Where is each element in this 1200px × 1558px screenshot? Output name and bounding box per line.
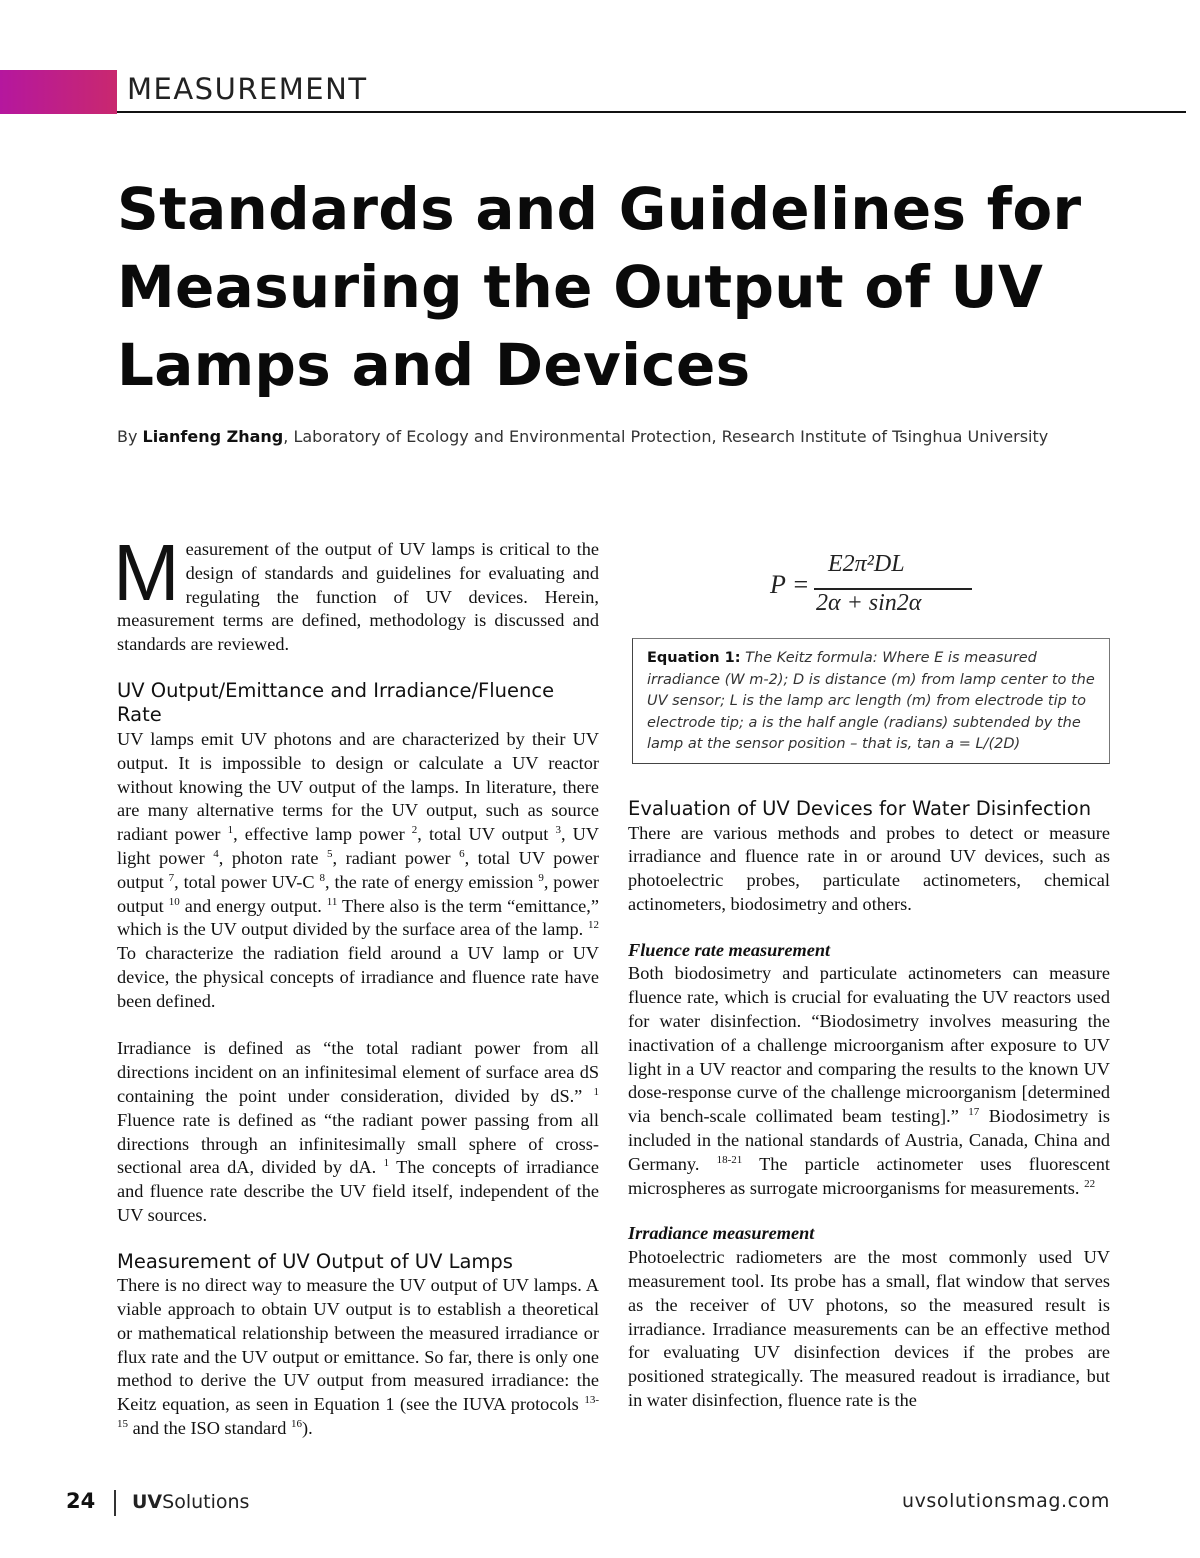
heading-devices: Evaluation of UV Devices for Water Disinfection [628, 797, 1092, 820]
left-column [113, 528, 599, 1441]
equation-lhs: P = [770, 570, 810, 599]
paragraph-fluence: Both biodosimetry and particulate actinometers can measure fluence rate, which is crucial for evaluating the UV reactors used for water disinfection. “Biodosimetry involves measuring the inactivation of a challenge microorganism after exposure to UV light in a UV reactor and comparing the results to the known UV dose-response curve of the challenge microorganism [determined via bench-scale collimated beam testing].” $^{17}$ Biodosimetry is included in the national standards of Austria, Canada, China and Germany. $^{18-21}$ The particle actinometer uses fluorescent microspheres as surrogate microorganisms for measurements. $^{22}$ [628, 963, 1110, 1198]
heading-irradiance: Irradiance measurement [628, 1223, 815, 1244]
keitz-equation [770, 548, 970, 618]
paragraph-uv-output: UV lamps emit UV photons and are characterized by their UV output. It is impossible to design or calculate a UV reactor without knowing the UV output of the lamps. In literature, there are many alternative terms for the UV output, such as source radiant power $^1$, effective lamp power $^2$, total UV output $^3$, UV light power $^4$, photon rate $^5$, radiant power $^6$, total UV power output $^7$, total power UV-C $^8$, the rate of energy emission $^9$, power output $^{10}$ and energy output. $^{11}$ There also is the term “emittance,” which is the UV output divided by the surface area of the lamp. $^{12}$ To characterize the radiation field around a UV lamp or UV device, the physical concepts of irradiance and fluence rate have been defined. [117, 728, 599, 1011]
equation-numerator: E2π²DL [828, 551, 905, 577]
paragraph-measurement: There is no direct way to measure the UV output of UV lamps. A viable approach to obtain UV output is to establish a theoretical or mathematical relationship between the measured irradiance or flux rate and the UV output or emittance. So far, there is only one method to derive the UV output from measured irradiance: the Keitz equation, as seen in Equation 1 (see the IUVA protocols $^{13-15}$ and the ISO standard $^{16}$). [117, 1275, 599, 1438]
website-link[interactable]: uvsolutionsmag.com [901, 1490, 1110, 1512]
byline-prefix: By [117, 427, 143, 446]
equation-denominator: 2α + sin2α [816, 590, 922, 616]
magazine-brand: UVSolutions [132, 1491, 250, 1513]
drop-cap: M [113, 528, 180, 617]
section-label: MEASUREMENT [127, 72, 368, 106]
caption-label: Equation 1: [647, 650, 741, 666]
heading-uv-output: UV Output/Emittance and Irradiance/Fluence Rate [117, 678, 555, 727]
author-name: Lianfeng Zhang [142, 427, 284, 446]
paragraph-devices: There are various methods and probes to detect or measure irradiance and fluence rate in or around UV devices, such as photoelectric probes, particulate actinometers, chemical actinometers, biodosimetry and others. [628, 822, 1110, 914]
header-rule [117, 111, 1186, 113]
heading-fluence: Fluence rate measurement [628, 939, 831, 960]
paragraph-irradiance: Photoelectric radiometers are the most commonly used UV measurement tool. Its probe has a small, flat window that serves as the receiver of UV photons, so the measured result is irradiance. Irradiance measurements can be an effective method for evaluating UV disinfection devices if the probes are positioned strategically. The measured readout is irradiance, but in water disinfection, fluence rate is the [628, 1247, 1110, 1411]
intro-text: easurement of the output of UV lamps is critical to the design of standards and guidelines for evaluating and regulating the function of UV devices. Herein, measurement terms are defined, methodology is discussed and standards are reviewed. [117, 539, 599, 655]
byline [117, 425, 1107, 449]
footer-divider [114, 1490, 116, 1516]
intro-paragraph [113, 528, 599, 657]
article-title: Standards and Guidelines for Measuring the Output of UV Lamps and Devices [117, 175, 1082, 399]
caption-text: The Keitz formula: Where E is measured irradiance (W m-2); D is distance (m) from lamp center to the UV sensor; L is the lamp arc length (m) from electrode tip to electrode tip; a is the half angle (radians) subtended by the lamp at the sensor position – that is, tan a = L/(2D) [647, 650, 1095, 752]
page-number: 24 [66, 1489, 96, 1513]
paragraph-irradiance-definition: Irradiance is defined as “the total radiant power from all directions incident on an infinitesimal element of surface area dS containing the point under consideration, divided by dS.” $^1$ Fluence rate is defined as “the radiant power passing from all directions through an infinitesimally small sphere of cross-sectional area dA, divided by dA. $^1$ The concepts of irradiance and fluence rate describe the UV field itself, independent of the UV sources. [117, 1038, 599, 1225]
author-affiliation: , Laboratory of Ecology and Environmental Protection, Research Institute of Tsinghua University [283, 427, 1049, 446]
heading-measurement: Measurement of UV Output of UV Lamps [117, 1249, 513, 1273]
equation-caption-box [632, 638, 1110, 764]
section-accent-bar [0, 70, 117, 114]
right-column [628, 797, 1110, 1413]
